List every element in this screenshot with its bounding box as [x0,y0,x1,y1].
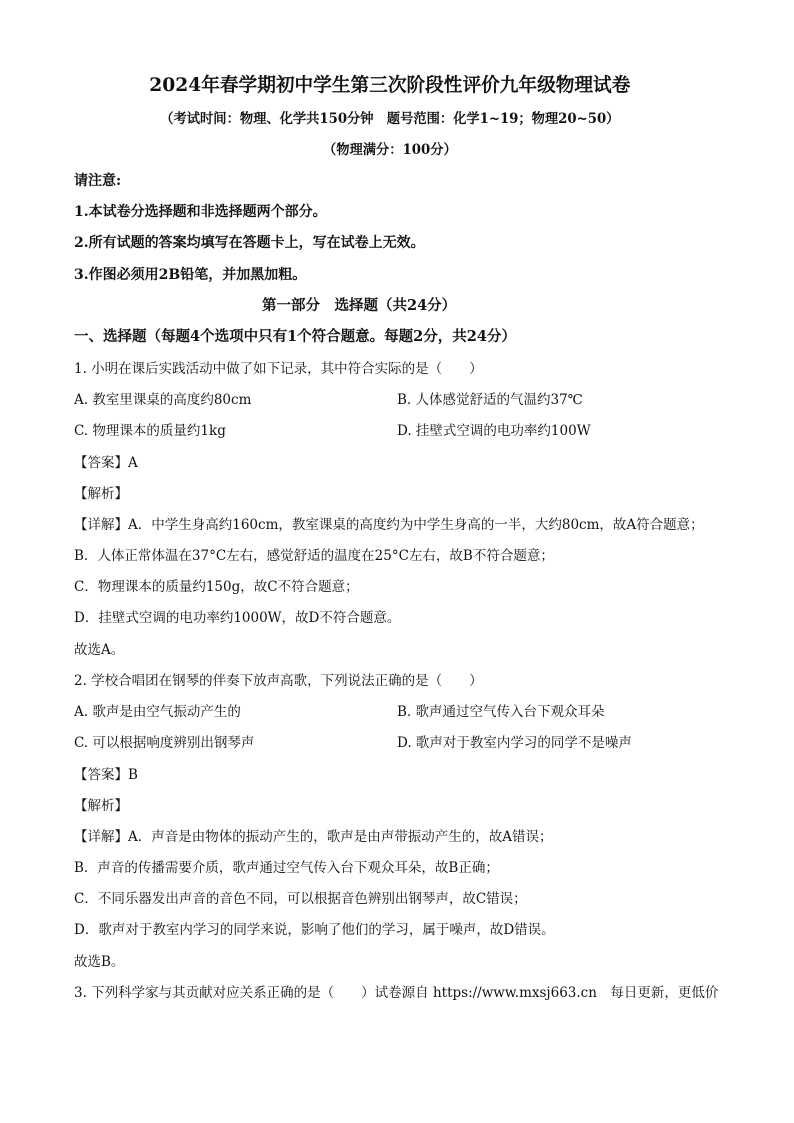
detail-line: C．物理课本的质量约150g，故C不符合题意； [74,579,359,595]
question-stem: 3. 下列科学家与其贡献对应关系正确的是（ ）试卷源自 https://www.mxsj663.cn 每日更新，更低价 [74,985,719,1001]
notice-item: 1.本试卷分选择题和非选择题两个部分。 [74,204,327,220]
question-stem: 2. 学校合唱团在钢琴的伴奏下放声高歌，下列说法正确的是（ ） [74,673,483,689]
section-heading: 一、选择题（每题4个选项中只有1个符合题意。每题2分，共24分） [74,328,516,345]
detail-line: 故选A。 [74,642,125,658]
question-stem: 1. 小明在课后实践活动中做了如下记录，其中符合实际的是（ ） [74,361,483,377]
analysis-label: 【解析】 [74,798,128,814]
notice-heading: 请注意: [74,173,122,189]
detail-line: 故选B。 [74,954,125,970]
question-option: B. 人体感觉舒适的气温约37℃ [397,392,583,408]
question-option: C. 可以根据响度辨别出钢琴声 [74,735,255,751]
analysis-label: 【解析】 [74,486,128,502]
exam-title: 2024年春学期初中学生第三次阶段性评价九年级物理试卷 [149,74,631,96]
detail-line: C．不同乐器发出声音的音色不同，可以根据音色辨别出钢琴声，故C错误； [74,891,527,907]
detail-line: 【详解】A．中学生身高约160cm，教室课桌的高度约为中学生身高的一半，大约80cm，故A符合题意； [74,517,704,533]
exam-score: （物理满分：100分） [322,142,457,158]
question-option: B. 歌声通过空气传入台下观众耳朵 [397,704,605,720]
question-option: C. 物理课本的质量约1kg [74,423,226,439]
detail-line: B．人体正常体温在37°C左右，感觉舒适的温度在25°C左右，故B不符合题意； [74,548,554,564]
detail-line: B．声音的传播需要介质，歌声通过空气传入台下观众耳朵，故B正确； [74,860,499,876]
answer-label: 【答案】A [74,455,138,471]
question-option: A. 教室里课桌的高度约80cm [74,392,252,408]
question-option: D. 挂壁式空调的电功率约100W [397,423,591,439]
question-option: D. 歌声对于教室内学习的同学不是噪声 [397,735,632,751]
notice-item: 2.所有试题的答案均填写在答题卡上，写在试卷上无效。 [74,235,425,251]
exam-subtitle: （考试时间：物理、化学共150分钟 题号范围：化学1~19；物理20~50） [160,111,620,127]
notice-item: 3.作图必须用2B铅笔，并加黑加粗。 [74,267,307,283]
detail-line: D．挂壁式空调的电功率约1000W，故D不符合题意。 [74,610,401,626]
detail-line: D．歌声对于教室内学习的同学来说，影响了他们的学习，属于噪声，故D错误。 [74,922,555,938]
part-heading: 第一部分 选择题（共24分） [262,297,457,314]
question-option: A. 歌声是由空气振动产生的 [74,704,241,720]
detail-line: 【详解】A．声音是由物体的振动产生的，歌声是由声带振动产生的，故A错误； [74,829,553,845]
answer-label: 【答案】B [74,767,138,783]
